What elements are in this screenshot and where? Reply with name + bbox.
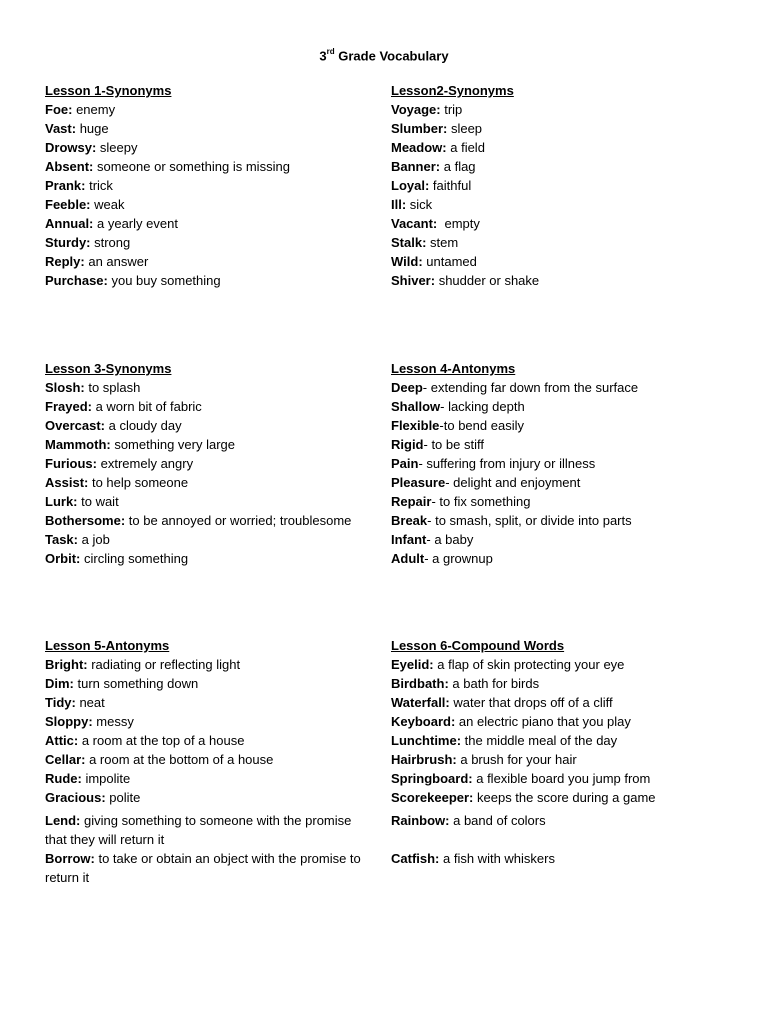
vocab-term: Springboard: — [391, 771, 473, 786]
vocab-term: Feeble: — [45, 197, 91, 212]
vocab-entry — [391, 214, 539, 233]
vocab-term: Shallow — [391, 399, 441, 414]
vocab-entry — [391, 138, 539, 157]
vocab-term: Drowsy: — [45, 140, 97, 155]
vocab-definition: sick — [406, 197, 433, 212]
vocab-entry — [391, 511, 638, 530]
page-title — [0, 48, 768, 63]
vocab-definition: water that drops off of a cliff — [449, 695, 613, 710]
vocab-term: Birdbath: — [391, 676, 449, 691]
vocab-definition: someone or something is missing — [93, 159, 290, 174]
vocab-definition: a brush for your hair — [456, 752, 577, 767]
vocab-entry — [391, 435, 638, 454]
vocab-entry — [45, 511, 351, 530]
vocab-term: Overcast: — [45, 418, 105, 433]
vocab-entry — [45, 731, 375, 750]
vocab-term: Vast: — [45, 121, 77, 136]
vocab-definition: something very large — [110, 437, 235, 452]
vocab-entry — [45, 549, 351, 568]
vocab-definition: -to bend easily — [439, 418, 524, 433]
vocab-term: Annual: — [45, 216, 94, 231]
vocab-definition: a flexible board you jump from — [472, 771, 651, 786]
vocab-term: Infant — [391, 532, 427, 547]
lesson-heading: Lesson 1-Synonyms — [45, 83, 172, 98]
vocab-entry — [45, 769, 375, 788]
vocab-definition: a field — [446, 140, 485, 155]
vocab-entry — [391, 731, 656, 750]
vocab-entry — [391, 157, 539, 176]
vocab-term: Wild: — [391, 254, 423, 269]
vocab-definition: weak — [90, 197, 125, 212]
vocab-definition: a job — [78, 532, 110, 547]
vocab-definition: trip — [440, 102, 463, 117]
vocab-term: Stalk: — [391, 235, 427, 250]
vocab-definition: to help someone — [88, 475, 189, 490]
vocab-entry — [391, 712, 656, 731]
vocab-definition: stem — [426, 235, 459, 250]
vocab-definition: a worn bit of fabric — [91, 399, 202, 414]
vocab-definition: to be annoyed or worried; troublesome — [125, 513, 352, 528]
vocab-definition: a band of colors — [449, 813, 546, 828]
lesson-heading: Lesson 5-Antonyms — [45, 638, 170, 653]
lesson-heading: Lesson 4-Antonyms — [391, 361, 516, 376]
vocab-definition: - extending far down from the surface — [422, 380, 639, 395]
vocab-term: Break — [391, 513, 428, 528]
vocab-term: Frayed: — [45, 399, 92, 414]
vocab-entry — [45, 435, 351, 454]
vocab-term: Hairbrush: — [391, 752, 457, 767]
vocab-term: Tidy: — [45, 695, 76, 710]
vocab-term: Assist: — [45, 475, 89, 490]
vocab-entry — [391, 119, 539, 138]
lesson-3-section — [45, 359, 351, 568]
vocab-entry — [45, 397, 351, 416]
vocab-definition: circling something — [80, 551, 189, 566]
vocab-definition: keeps the score during a game — [473, 790, 656, 805]
vocab-entry — [391, 530, 638, 549]
vocab-definition: messy — [92, 714, 134, 729]
vocab-term: Voyage: — [391, 102, 441, 117]
vocab-entry — [45, 378, 351, 397]
vocab-term: Scorekeeper: — [391, 790, 474, 805]
vocab-term: Vacant: — [391, 216, 438, 231]
title-grade-number: 3 — [319, 48, 327, 64]
vocab-entry — [45, 271, 290, 290]
vocab-entry — [391, 454, 638, 473]
vocab-entry — [45, 811, 375, 849]
vocab-entry — [391, 271, 539, 290]
vocab-entry — [391, 849, 656, 868]
vocab-term: Rigid — [391, 437, 424, 452]
lesson-5-section — [45, 636, 375, 887]
vocab-definition: a room at the top of a house — [78, 733, 245, 748]
vocab-term: Sloppy: — [45, 714, 93, 729]
vocab-term: Purchase: — [45, 273, 108, 288]
vocab-definition: a fish with whiskers — [439, 851, 555, 866]
vocab-entry — [45, 252, 290, 271]
vocab-term: Repair — [391, 494, 432, 509]
vocab-term: Mammoth: — [45, 437, 111, 452]
vocab-definition: - to be stiff — [423, 437, 484, 452]
vocab-term: Flexible — [391, 418, 440, 433]
vocab-definition: the middle meal of the day — [461, 733, 618, 748]
vocab-entry — [391, 397, 638, 416]
vocab-entry — [45, 454, 351, 473]
vocab-term: Lurk: — [45, 494, 78, 509]
vocab-term: Loyal: — [391, 178, 430, 193]
vocab-entry — [391, 788, 656, 807]
vocab-term: Meadow: — [391, 140, 447, 155]
vocab-entry — [45, 195, 290, 214]
vocab-term: Pain — [391, 456, 419, 471]
vocab-entry — [45, 100, 290, 119]
vocab-entry — [391, 176, 539, 195]
vocab-definition: you buy something — [107, 273, 221, 288]
vocab-entry — [45, 119, 290, 138]
vocab-entry — [391, 549, 638, 568]
vocab-entry — [45, 157, 290, 176]
vocab-definition: faithful — [429, 178, 472, 193]
vocab-entry — [391, 233, 539, 252]
vocab-entry — [45, 750, 375, 769]
vocab-definition: impolite — [81, 771, 131, 786]
vocab-term: Lend: — [45, 813, 81, 828]
vocab-term: Rainbow: — [391, 813, 450, 828]
vocab-entry — [391, 100, 539, 119]
vocab-definition: to take or obtain an object with the promise to return it — [45, 851, 361, 885]
vocab-definition: giving something to someone with the promise that they will return it — [45, 813, 352, 847]
lesson-1-section — [45, 81, 290, 290]
vocab-term: Waterfall: — [391, 695, 450, 710]
vocab-definition: trick — [85, 178, 113, 193]
vocab-entry — [45, 416, 351, 435]
vocab-entry — [391, 252, 539, 271]
vocab-term: Slosh: — [45, 380, 85, 395]
vocab-term: Task: — [45, 532, 78, 547]
vocab-definition: extremely angry — [97, 456, 194, 471]
vocab-term: Cellar: — [45, 752, 86, 767]
vocab-definition: - a baby — [426, 532, 474, 547]
vocab-definition: a room at the bottom of a house — [85, 752, 274, 767]
vocab-definition: - a grownup — [424, 551, 493, 566]
vocab-entry — [45, 849, 375, 887]
vocab-entry — [45, 674, 375, 693]
vocab-definition: - lacking depth — [440, 399, 525, 414]
vocab-definition: - to fix something — [431, 494, 531, 509]
vocab-definition: neat — [75, 695, 105, 710]
title-grade-suffix: rd — [326, 47, 335, 56]
vocab-term: Gracious: — [45, 790, 106, 805]
vocab-definition: a bath for birds — [448, 676, 540, 691]
vocab-entry — [391, 195, 539, 214]
vocab-term: Borrow: — [45, 851, 95, 866]
vocab-term: Catfish: — [391, 851, 440, 866]
vocab-entry — [45, 233, 290, 252]
vocab-term: Pleasure — [391, 475, 446, 490]
vocab-definition: sleep — [447, 121, 483, 136]
vocab-definition: turn something down — [73, 676, 199, 691]
vocab-entry — [391, 492, 638, 511]
vocab-definition: huge — [76, 121, 109, 136]
vocab-term: Eyelid: — [391, 657, 434, 672]
vocab-entry — [45, 655, 375, 674]
vocab-definition: a flap of skin protecting your eye — [433, 657, 625, 672]
lesson-heading: Lesson 6-Compound Words — [391, 638, 565, 653]
vocab-term: Ill: — [391, 197, 407, 212]
vocab-definition: enemy — [72, 102, 116, 117]
vocab-entry — [45, 712, 375, 731]
vocab-term: Banner: — [391, 159, 441, 174]
lesson-heading: Lesson2-Synonyms — [391, 83, 514, 98]
lesson-4-section — [391, 359, 638, 568]
vocab-term: Foe: — [45, 102, 73, 117]
vocab-definition: empty — [437, 216, 480, 231]
vocab-definition: a cloudy day — [104, 418, 182, 433]
vocab-term: Shiver: — [391, 273, 436, 288]
vocab-entry — [45, 788, 375, 807]
title-text: Grade Vocabulary — [338, 48, 449, 64]
vocab-term: Lunchtime: — [391, 733, 462, 748]
vocab-entry — [391, 378, 638, 397]
vocab-entry — [391, 473, 638, 492]
vocab-entry — [391, 416, 638, 435]
vocab-entry — [45, 530, 351, 549]
vocab-term: Sturdy: — [45, 235, 91, 250]
vocab-definition: strong — [90, 235, 131, 250]
lesson-6-section — [391, 636, 656, 868]
vocab-entry — [391, 674, 656, 693]
lesson-heading: Lesson 3-Synonyms — [45, 361, 172, 376]
vocab-definition: polite — [105, 790, 141, 805]
vocab-entry — [391, 750, 656, 769]
vocab-entry — [45, 693, 375, 712]
vocab-term: Bothersome: — [45, 513, 126, 528]
vocab-definition: sleepy — [96, 140, 138, 155]
vocab-definition: - to smash, split, or divide into parts — [427, 513, 632, 528]
vocab-definition: to wait — [77, 494, 119, 509]
lesson-2-section — [391, 81, 539, 290]
vocab-entry — [45, 473, 351, 492]
vocab-definition: shudder or shake — [435, 273, 540, 288]
vocab-definition: untamed — [422, 254, 477, 269]
vocab-entry — [45, 214, 290, 233]
vocab-definition: radiating or reflecting light — [87, 657, 241, 672]
vocab-entry — [391, 769, 656, 788]
vocab-term: Keyboard: — [391, 714, 456, 729]
vocab-term: Attic: — [45, 733, 79, 748]
vocab-definition: an answer — [84, 254, 149, 269]
vocab-definition: a flag — [440, 159, 476, 174]
vocab-term: Prank: — [45, 178, 86, 193]
vocab-entry — [391, 655, 656, 674]
vocab-term: Deep — [391, 380, 423, 395]
vocab-term: Rude: — [45, 771, 82, 786]
vocab-definition: an electric piano that you play — [455, 714, 631, 729]
vocab-term: Orbit: — [45, 551, 81, 566]
vocab-entry — [45, 138, 290, 157]
vocab-term: Bright: — [45, 657, 88, 672]
vocab-term: Reply: — [45, 254, 85, 269]
vocab-term: Adult — [391, 551, 425, 566]
vocab-term: Dim: — [45, 676, 74, 691]
vocab-definition: - delight and enjoyment — [445, 475, 581, 490]
vocab-definition: to splash — [84, 380, 141, 395]
vocab-entry — [45, 492, 351, 511]
vocab-definition: - suffering from injury or illness — [418, 456, 596, 471]
vocab-term: Absent: — [45, 159, 94, 174]
vocab-entry — [391, 811, 656, 830]
vocab-entry — [45, 176, 290, 195]
vocab-term: Slumber: — [391, 121, 448, 136]
vocab-term: Furious: — [45, 456, 97, 471]
vocab-entry — [391, 693, 656, 712]
vocab-definition: a yearly event — [93, 216, 178, 231]
